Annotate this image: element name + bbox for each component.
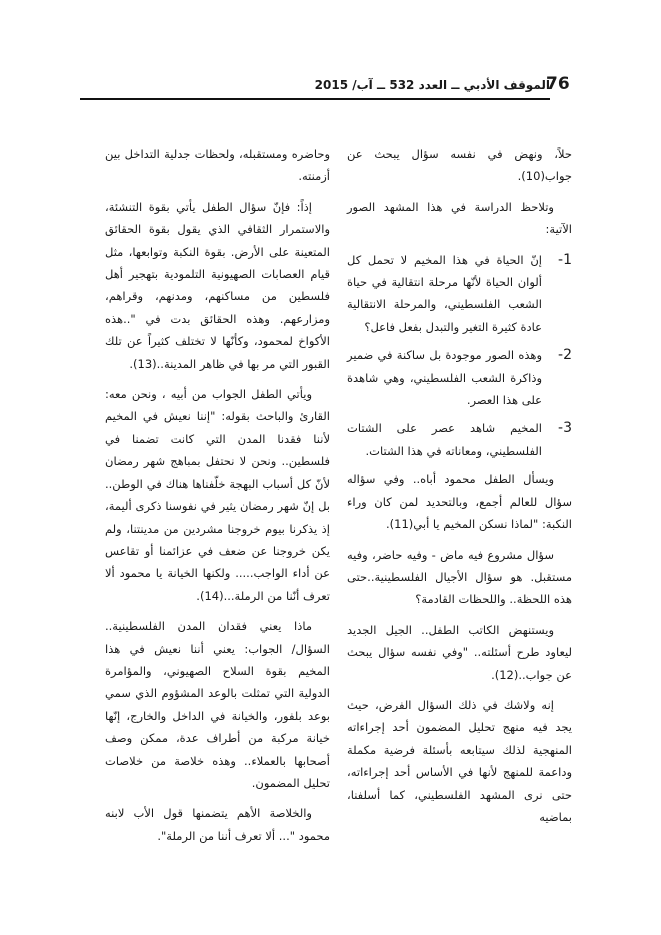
list-item-number: 2- — [558, 347, 572, 364]
paragraph: والخلاصة الأهم يتضمنها قول الأب لابنه محمود "... ألا تعرف أننا من الرملة". — [105, 806, 330, 843]
paragraph: حلاً، ونهض في نفسه سؤال يبحث عن جواب(10). — [347, 147, 572, 184]
paragraph: إنه ولاشك في ذلك السؤال الفرض، حيث يجد فيه منهج تحليل المضمون أحد إجراءاته المنهجية لذلك سيتابعه بأسئلة فرضية مكملة وداعمة للمنهج لأنها في الأساس أحد إجراءاته، حتى نرى المشهد الفلسطيني، كما أسلفنا، بماضيه — [347, 697, 572, 824]
paragraph: وحاضره ومستقبله، ولحظات جدلية التداخل بين أزمنته. — [105, 147, 330, 184]
list-item-text: وهذه الصور موجودة بل ساكنة في ضمير وذاكرة الشعب الفلسطيني، وهي شاهدة على هذا العصر. — [347, 348, 542, 408]
paragraph: سؤال مشروع فيه ماض - وفيه حاضر، وفيه مستقبل. هو سؤال الأجيال الفلسطينية..حتى هذه اللحظة.. واللحظات القادمة؟ — [347, 547, 572, 607]
header-rule — [80, 98, 550, 100]
paragraph: وتلاحظ الدراسة في هذا المشهد الصور الآتية: — [347, 199, 572, 237]
running-header — [80, 78, 550, 100]
page-number: 76 — [546, 74, 570, 94]
paragraph: إذاً: فإنّ سؤال الطفل يأتي بقوة التنشئة، والاستمرار الثقافي الذي يقول بقوة الحقائق المتعينة على الأرض. بقوة النكبة وتوابعها، مثل قيام العصابات الصهيونية التلمودية بتهجير أهل فلسطين من مساكنهم، ومدنهم، وقراهم، ومزارعهم. وهذه الحقائق بدت في "..هذه الأكواخ لمحمود، وكأنّها لا تختلف كثيراً عن تلك القبور التي مر بها في ظاهر المدينة..(13). — [105, 199, 330, 371]
paragraph: ويسأل الطفل محمود أباه.. وفي سؤاله سؤال للعالم أجمع، وبالتحديد لمن كان وراء النكبة: "لماذا نسكن المخيم يا أبي(11). — [347, 472, 572, 532]
paragraph: ماذا يعني فقدان المدن الفلسطينية.. السؤال/ الجواب: يعني أننا نعيش في هذا المخيم بقوة السلاح الصهيوني، والمؤامرة الدولية التي تمثلت بالوعد المشؤوم الذي سمي بوعد بلفور، والخيانة في الداخل والخارج، إنّها خيانة مركبة من أطراف عدة، ممكن وصف أصحابها بالعملاء.. وهذه خلاصة من خلاصات تحليل المضمون. — [105, 619, 330, 790]
list-item — [347, 417, 572, 462]
paragraph: ويستنهض الكاتب الطفل.. الجيل الجديد ليعاود طرح أسئلته.. "وفي نفسه سؤال يبحث عن جواب..(12). — [347, 622, 572, 682]
list-item — [347, 344, 572, 411]
journal-issue-title: الموقف الأدبي ــ العدد 532 ــ آب/ 2015 — [314, 78, 550, 92]
list-item-number: 3- — [558, 420, 572, 437]
list-item-number: 1- — [558, 251, 572, 268]
list-item — [347, 249, 572, 339]
left-column — [105, 143, 330, 855]
list-item-text: المخيم شاهد عصر على الشتات الفلسطيني، ومعاناته في هذا الشتات. — [347, 421, 542, 458]
paragraph: ويأتي الطفل الجواب من أبيه ، ونحن معه: القارئ والباحث بقوله: "إننا نعيش في المخيم لأننا فقدنا المدن التي كانت تضمنا في فلسطين.. ونحن لا نحتفل بمباهج شهر رمضان لأنّ كل أسباب البهجة خلّفناها هناك في الوطن.. بل إنّ شهر رمضان يثير في نفوسنا ذكرى أليمة، إذ يذكرنا بيوم خروجنا مشردين من مدينتنا، ولم يكن خروجنا عن ضعف في عزائمنا أو تقاعس عن أداء الواجب..... ولكنها الخيانة يا محمود ألا تعرف أنّنا من الرملة...(14). — [105, 387, 330, 603]
list-item-text: إنّ الحياة في هذا المخيم لا تحمل كل ألوان الحياة لأنّها مرحلة انتقالية في حياة الشعب الفلسطيني، والمرحلة الانتقالية عادة كثيرة التغير والتبدل بفعل فاعل؟ — [347, 252, 542, 334]
right-column — [347, 143, 572, 836]
